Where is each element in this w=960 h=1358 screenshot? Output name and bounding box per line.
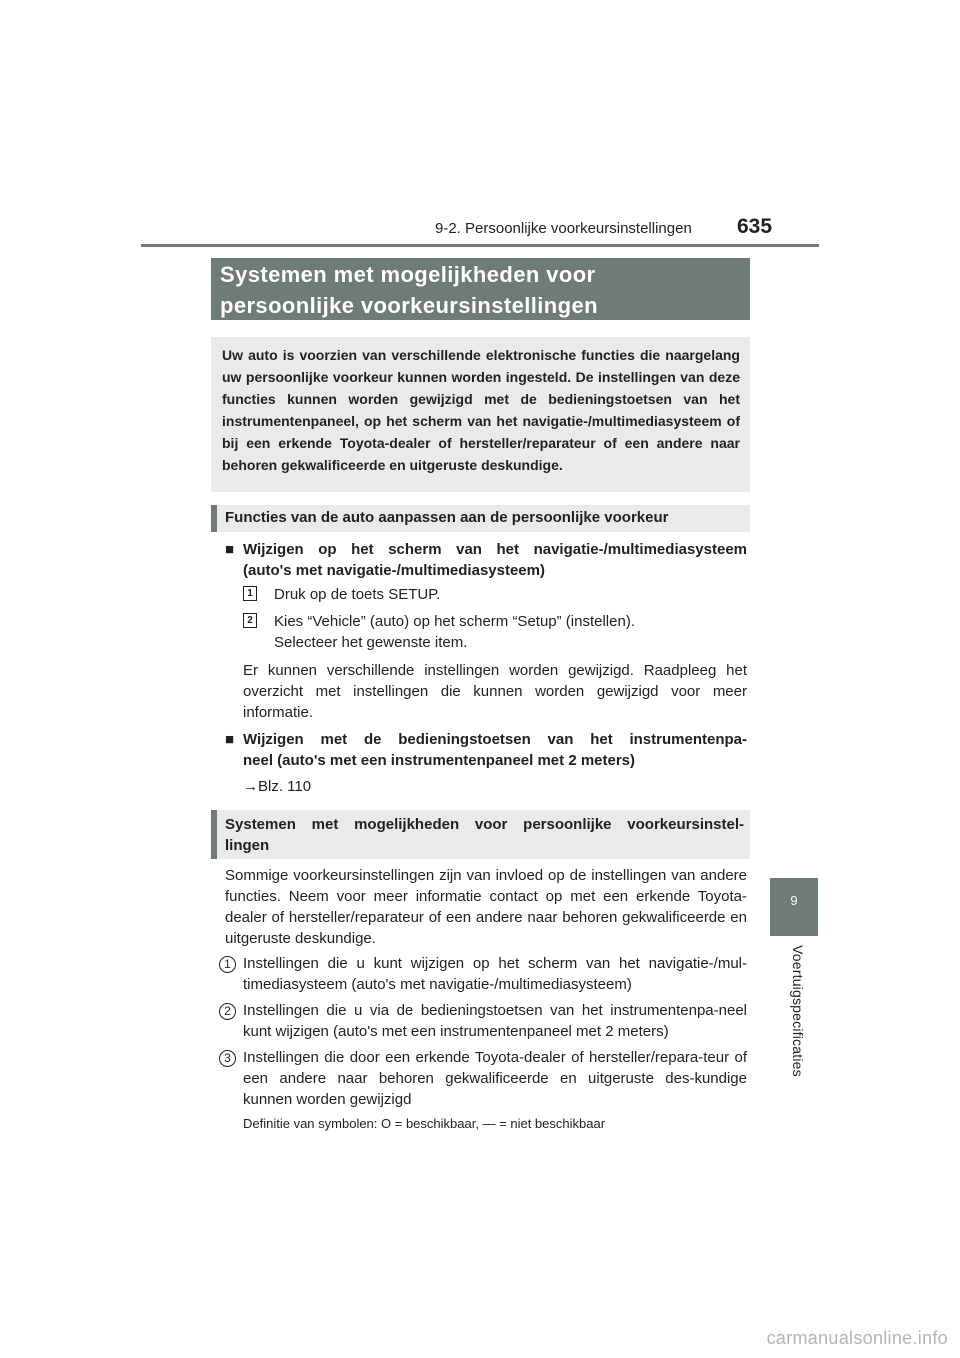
step-2-text-continued: Selecteer het gewenste item. xyxy=(274,634,468,651)
circled-number-3-icon: 3 xyxy=(219,1050,236,1067)
item2-heading-line1: Wijzigen met de bedieningstoetsen van het instrumentenpa- xyxy=(243,731,747,748)
step-number-box: 1 xyxy=(243,586,257,601)
bullet-square-icon: ■ xyxy=(225,541,235,558)
subsection-heading-line1: Systemen met mogelijkheden voor persoonlijke voorkeursinstel- xyxy=(225,816,744,833)
item1-heading-line2: (auto's met navigatie-/multimediasysteem) xyxy=(243,562,545,579)
step-number-box: 2 xyxy=(243,613,257,628)
section-title-box xyxy=(211,258,750,320)
intro-paragraph: Uw auto is voorzien van verschillende elektronische functies die naargelang uw persoonlijke voorkeur kunnen worden ingesteld. De instellingen van deze functies kunnen worden gewijzigd met de bedieningstoetsen van het instrumentenpaneel, op het scherm van het navigatie-/multimediasysteem of bij een erkende Toyota-dealer of hersteller/reparateur of een andere naar behoren gekwalificeerde en uitgeruste deskundige. xyxy=(211,337,750,492)
section-title-line1: Systemen met mogelijkheden voor xyxy=(220,262,596,287)
item1-note: Er kunnen verschillende instellingen worden gewijzigd. Raadpleeg het overzicht met instellingen die kunnen worden gewijzigd voor meer informatie. xyxy=(243,662,747,721)
chapter-tab-number: 9 xyxy=(790,893,798,908)
running-header-title: 9-2. Persoonlijke voorkeursinstellingen xyxy=(435,220,692,237)
circled-number-1-icon: 1 xyxy=(219,956,236,973)
header-rule xyxy=(141,244,819,247)
subsection-heading-line2: lingen xyxy=(225,837,270,854)
page-reference: →Blz. 110 xyxy=(243,778,312,795)
chapter-tab-label: Voertuigspecificaties xyxy=(790,945,806,1077)
symbol-legend: Definitie van symbolen: O = beschikbaar, — = niet beschikbaar xyxy=(243,1116,606,1131)
item2-heading-line2: neel (auto's met een instrumentenpaneel met 2 meters) xyxy=(243,752,636,769)
legend-item-1: Instellingen die u kunt wijzigen op het scherm van het navigatie-/mul-timediasysteem (auto's met navigatie-/multimediasysteem) xyxy=(243,955,747,993)
subsection-heading-functions: Functies van de auto aanpassen aan de persoonlijke voorkeur xyxy=(211,505,750,532)
circled-number-2-icon: 2 xyxy=(219,1003,236,1020)
watermark: carmanualsonline.info xyxy=(766,1328,948,1348)
step-1-text: Druk op de toets SETUP. xyxy=(274,586,441,603)
legend-item-3: Instellingen die door een erkende Toyota-dealer of hersteller/repara-teur of een andere naar behoren gekwalificeerde en uitgeruste des-kundige kunnen worden gewijzigd xyxy=(243,1049,747,1108)
subsection-heading-systems xyxy=(211,810,750,859)
item1-heading-line1: Wijzigen op het scherm van het navigatie-/multimediasysteem xyxy=(243,541,747,558)
page-number: 635 xyxy=(737,215,773,238)
section-title-line2: persoonlijke voorkeursinstellingen xyxy=(220,293,598,318)
step-2-text: Kies “Vehicle” (auto) op het scherm “Setup” (instellen). xyxy=(274,613,635,630)
section2-body: Sommige voorkeursinstellingen zijn van invloed op de instellingen van andere functies. Neem voor meer informatie contact op met een erkende Toyota-dealer of hersteller/reparateur of een andere naar behoren gekwalificeerde en uitgeruste deskundige. xyxy=(225,867,747,947)
legend-item-2: Instellingen die u via de bedieningstoetsen van het instrumentenpa-neel kunt wijzigen (auto's met een instrumentenpaneel met 2 meters) xyxy=(243,1002,747,1040)
bullet-square-icon: ■ xyxy=(225,731,235,748)
